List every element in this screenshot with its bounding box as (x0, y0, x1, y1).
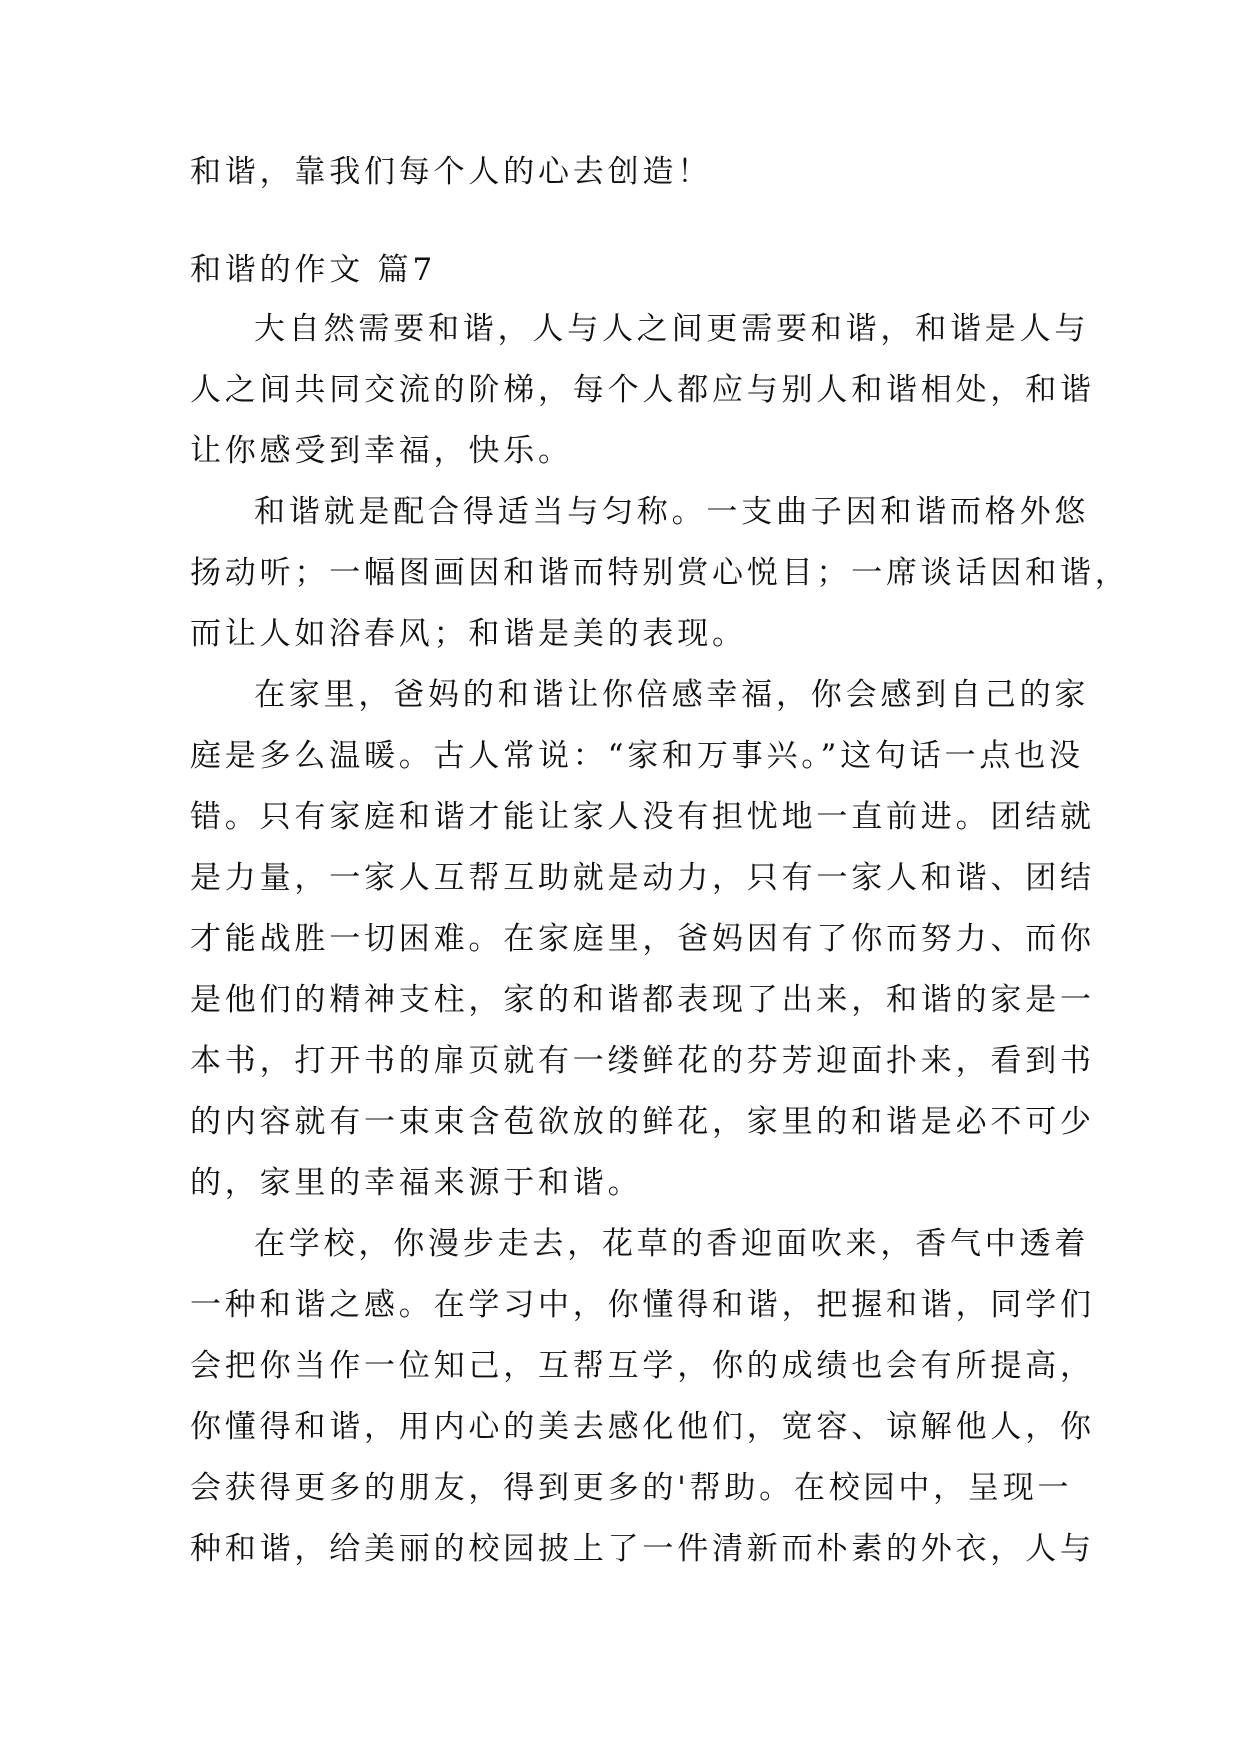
paragraph-3-line-5: 才能战胜一切困难。在家庭里，爸妈因有了你而努力、而你 (190, 921, 1095, 957)
paragraph-3-line-7: 本书，打开书的扉页就有一缕鲜花的芬芳迎面扑来，看到书 (190, 1043, 1095, 1079)
paragraph-3-line-9: 的，家里的幸福来源于和谐。 (190, 1165, 643, 1201)
paragraph-4-line-6: 种和谐，给美丽的校园披上了一件清新而朴素的外衣，人与 (190, 1531, 1095, 1567)
paragraph-3-line-6: 是他们的精神支柱，家的和谐都表现了出来，和谐的家是一 (190, 982, 1095, 1018)
paragraph-3-line-2: 庭是多么温暖。古人常说：“家和万事兴。”这句话一点也没 (190, 738, 1084, 774)
paragraph-2-line-3: 而让人如浴春风；和谐是美的表现。 (190, 616, 747, 652)
paragraph-3-line-1: 在家里，爸妈的和谐让你倍感幸福，你会感到自己的家 (254, 677, 1090, 713)
paragraph-1-line-3: 让你感受到幸福，快乐。 (190, 433, 573, 469)
paragraph-1-line-1: 大自然需要和谐，人与人之间更需要和谐，和谐是人与 (254, 311, 1090, 347)
paragraph-4-line-5: 会获得更多的朋友，得到更多的'帮助。在校园中，呈现一 (190, 1470, 1073, 1506)
paragraph-3-line-4: 是力量，一家人互帮互助就是动力，只有一家人和谐、团结 (190, 860, 1095, 896)
paragraph-4-line-2: 一种和谐之感。在学习中，你懂得和谐，把握和谐，同学们 (190, 1287, 1095, 1323)
paragraph-2-line-2: 扬动听；一幅图画因和谐而特别赏心悦目；一席谈话因和谐， (190, 555, 1130, 591)
paragraph-3-line-3: 错。只有家庭和谐才能让家人没有担忧地一直前进。团结就 (190, 799, 1095, 835)
paragraph-3-line-8: 的内容就有一束束含苞欲放的鲜花，家里的和谐是必不可少 (190, 1104, 1095, 1140)
paragraph-4-line-1: 在学校，你漫步走去，花草的香迎面吹来，香气中透着 (254, 1226, 1090, 1262)
paragraph-2-line-1: 和谐就是配合得适当与匀称。一支曲子因和谐而格外悠 (254, 494, 1090, 530)
intro-line: 和谐，靠我们每个人的心去创造！ (190, 154, 712, 190)
paragraph-4-line-3: 会把你当作一位知己，互帮互学，你的成绩也会有所提高， (190, 1348, 1095, 1384)
section-title: 和谐的作文 篇7 (190, 252, 436, 288)
paragraph-1-line-2: 人之间共同交流的阶梯，每个人都应与别人和谐相处，和谐 (190, 372, 1095, 408)
paragraph-4-line-4: 你懂得和谐，用内心的美去感化他们，宽容、谅解他人，你 (190, 1409, 1095, 1445)
